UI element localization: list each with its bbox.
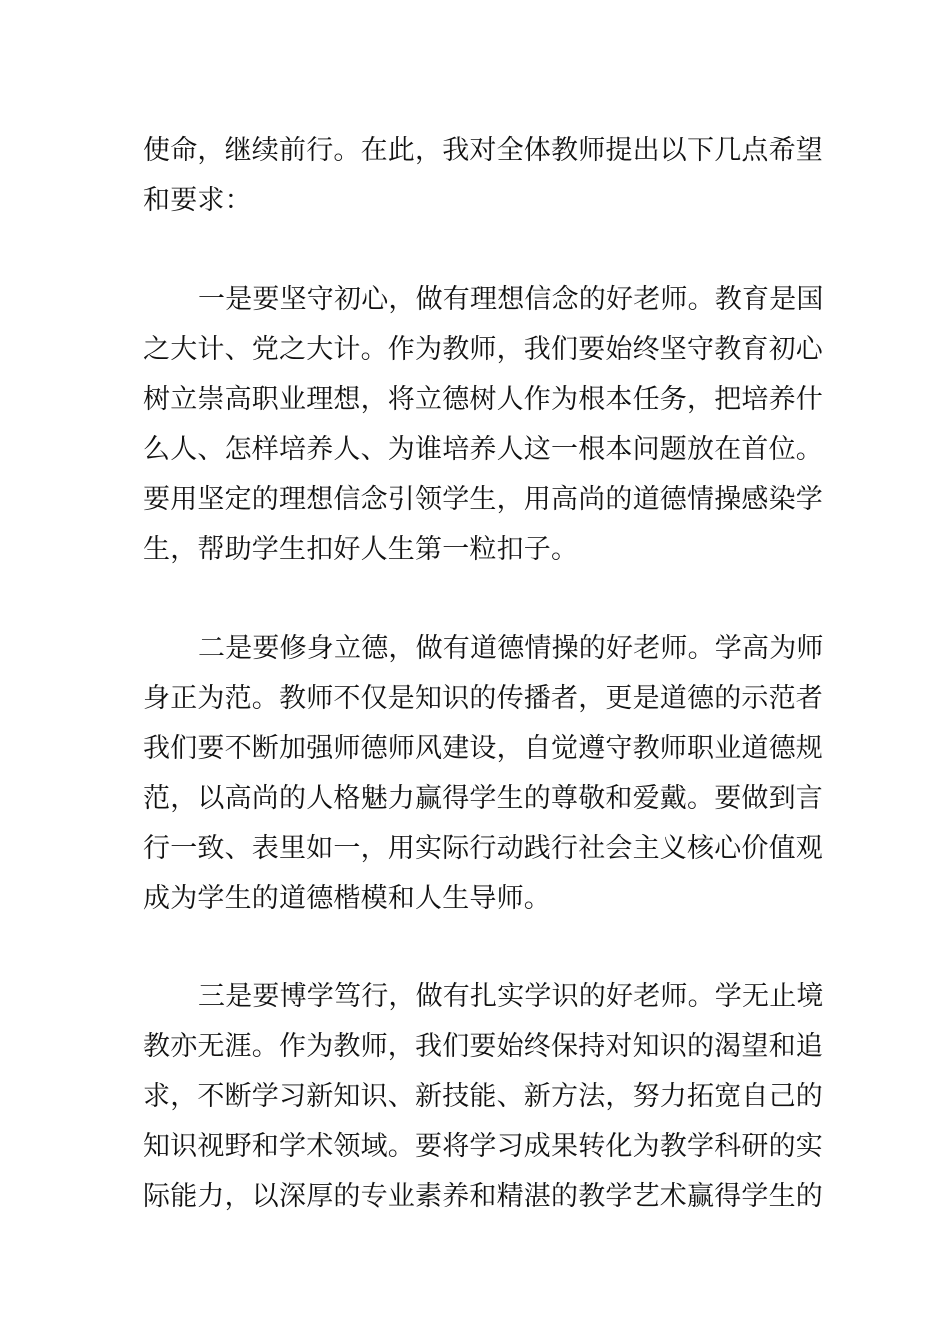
paragraph-line: 使命，继续前行。在此，我对全体教师提出以下几点希望 <box>143 135 823 166</box>
paragraph-line: 和要求： <box>143 185 252 216</box>
paragraph-line: 际能力，以深厚的专业素养和精湛的教学艺术赢得学生的 <box>143 1181 823 1212</box>
paragraph-line: 行一致、表里如一，用实际行动践行社会主义核心价值观 <box>143 833 823 864</box>
paragraph-line: 求，不断学习新知识、新技能、新方法，努力拓宽自己的 <box>143 1081 823 1112</box>
paragraph-line: 教亦无涯。作为教师，我们要始终保持对知识的渴望和追 <box>143 1031 823 1062</box>
paragraph-line: 我们要不断加强师德师风建设，自觉遵守教师职业道德规 <box>143 733 823 764</box>
paragraph-line: 要用坚定的理想信念引领学生，用高尚的道德情操感染学 <box>143 484 823 515</box>
paragraph-line: 成为学生的道德楷模和人生导师。 <box>143 883 551 914</box>
paragraph-line: 一是要坚守初心，做有理想信念的好老师。教育是国 <box>198 284 824 315</box>
paragraph-line: 二是要修身立德，做有道德情操的好老师。学高为师 <box>198 633 824 664</box>
paragraph-line: 范，以高尚的人格魅力赢得学生的尊敬和爱戴。要做到言 <box>143 783 823 814</box>
paragraph-line: 树立崇高职业理想，将立德树人作为根本任务，把培养什 <box>143 384 823 415</box>
paragraph-line: 么人、怎样培养人、为谁培养人这一根本问题放在首位。 <box>143 434 823 465</box>
paragraph-line: 三是要博学笃行，做有扎实学识的好老师。学无止境 <box>198 981 824 1012</box>
paragraph-line: 生，帮助学生扣好人生第一粒扣子。 <box>143 534 579 565</box>
paragraph-line: 知识视野和学术领域。要将学习成果转化为教学科研的实 <box>143 1131 823 1162</box>
paragraph-line: 身正为范。教师不仅是知识的传播者，更是道德的示范者 <box>143 683 823 714</box>
paragraph-line: 之大计、党之大计。作为教师，我们要始终坚守教育初心 <box>143 334 823 365</box>
